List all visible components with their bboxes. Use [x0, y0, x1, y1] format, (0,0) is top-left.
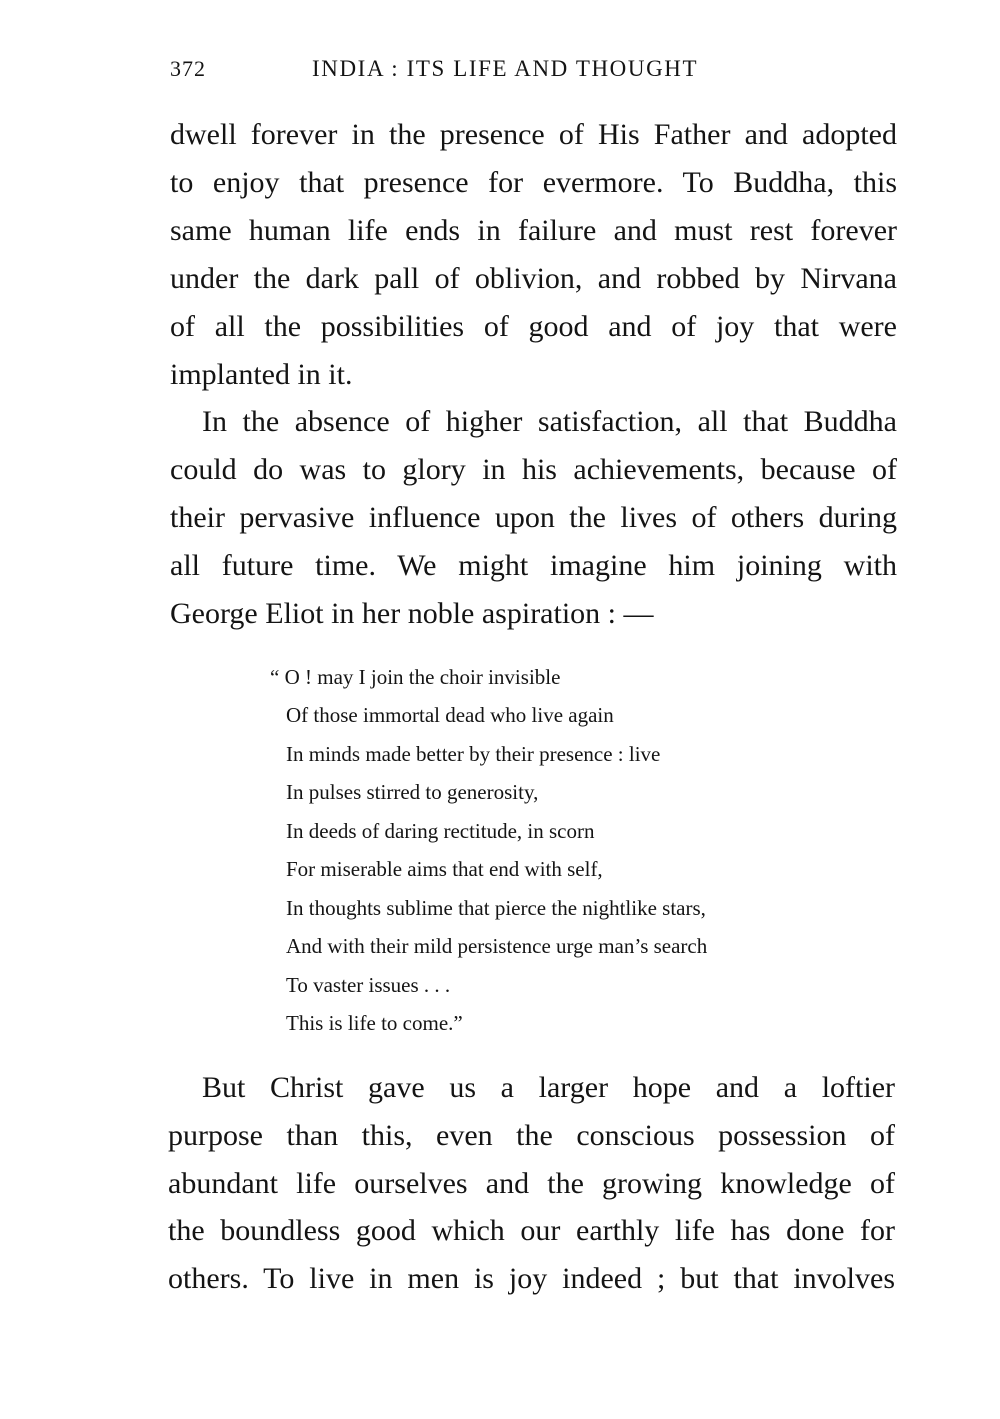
poem-line: In pulses stirred to generosity, [286, 780, 539, 804]
text-line: under the dark pall of oblivion, and robbed by Nirvana [170, 262, 897, 295]
text-line: the boundless good which our earthly life has done for [168, 1214, 895, 1247]
poem-line: To vaster issues . . . [286, 973, 451, 997]
poem-line: In thoughts sublime that pierce the nightlike stars, [286, 896, 706, 920]
text-line: to enjoy that presence for evermore. To Buddha, this [170, 166, 897, 199]
text-line: others. To live in men is joy indeed ; but that involves [168, 1262, 895, 1295]
text-line: dwell forever in the presence of His Father and adopted [170, 118, 897, 151]
poem-line: Of those immortal dead who live again [286, 703, 614, 727]
running-title: INDIA : ITS LIFE AND THOUGHT [312, 56, 699, 81]
page-header [170, 56, 898, 88]
poem-line: “ O ! may I join the choir invisible [270, 665, 561, 689]
poem-line: This is life to come.” [286, 1011, 463, 1035]
text-line: could do was to glory in his achievements, because of [170, 453, 897, 486]
text-line: implanted in it. [170, 358, 353, 391]
poem-line: In deeds of daring rectitude, in scorn [286, 819, 595, 843]
text-line: abundant life ourselves and the growing knowledge of [168, 1167, 895, 1200]
text-line: purpose than this, even the conscious possession of [168, 1119, 895, 1152]
text-line: In the absence of higher satisfaction, all that Buddha [202, 405, 897, 438]
poem-line: And with their mild persistence urge man’s search [286, 934, 708, 958]
poem-line: In minds made better by their presence : live [286, 742, 661, 766]
page-number: 372 [170, 56, 206, 81]
text-line: their pervasive influence upon the lives of others during [170, 501, 897, 534]
text-line: But Christ gave us a larger hope and a loftier [202, 1071, 895, 1104]
poem-line: For miserable aims that end with self, [286, 857, 603, 881]
text-line: of all the possibilities of good and of joy that were [170, 310, 897, 343]
text-line: same human life ends in failure and must rest forever [170, 214, 897, 247]
text-line: George Eliot in her noble aspiration : — [170, 597, 654, 630]
text-line: all future time. We might imagine him joining with [170, 549, 897, 582]
